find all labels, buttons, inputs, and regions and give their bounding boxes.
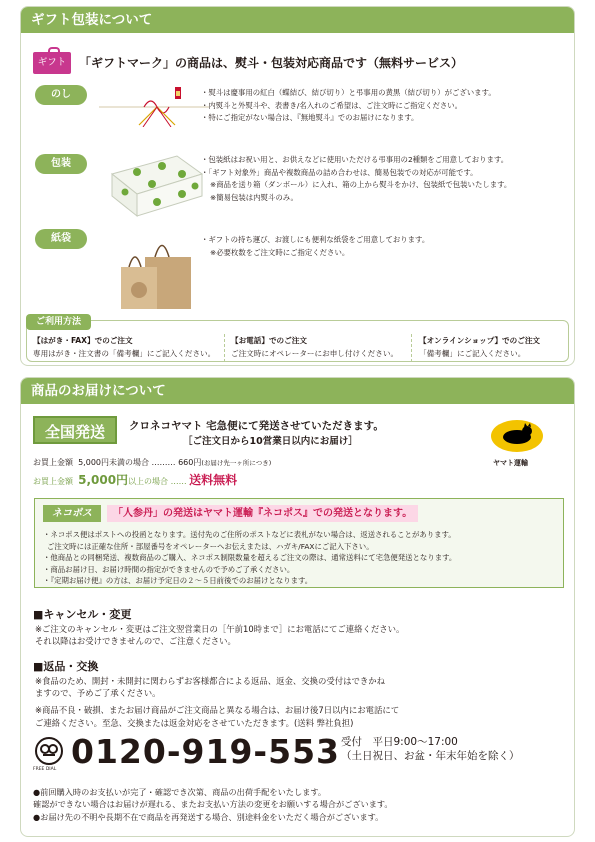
price-suffix: 以上の場合	[128, 477, 169, 486]
cancel-line: ※ご注文のキャンセル・変更はご注文翌営業日の［午前10時まで］にお電話にてご連絡ください。	[35, 624, 405, 634]
payment-note: ●前回購入時のお支払いが完了・確認でき次第、商品の出荷手配をいたします。	[33, 787, 327, 797]
return-line: ※食品のため、開封・未開封に関わらずお客様都合による返品、返金、交換の受付はできかね	[35, 676, 386, 686]
wrap-description	[201, 154, 511, 204]
payment-note: 確認ができない場合はお届けが遅れる、またお支払い方法の変更をお願いする場合がございます。	[33, 799, 393, 810]
gift-wrapping-section	[20, 6, 575, 366]
gift-section-header: ギフト包装について	[21, 7, 574, 33]
nekopos-note: ・『定期お届け便』の方は、お届け予定日の２～５日前後でのお届けとなります。	[43, 576, 313, 586]
price-label: お買上金額	[33, 477, 73, 486]
noshi-line: ・熨斗は慶事用の紅白（蝶結び、結び切り）と弔事用の黄黒（結び切り）がございます。	[201, 88, 496, 97]
paper-bag-image	[117, 232, 207, 312]
price-amount: 5,000円	[78, 473, 129, 487]
wrap-line: ※簡易包装は内熨斗のみ。	[210, 192, 298, 202]
wrap-line: ・包装紙はお祝い用と、お供えなどに使用いただける弔事用の2種類をご用意しております。	[201, 155, 509, 164]
black-cat-icon	[491, 420, 543, 452]
return-line: ますので、予めご了承ください。	[35, 688, 161, 699]
delivery-section-header: 商品のお届けについて	[21, 378, 574, 404]
usage-label: ご利用方法	[26, 314, 91, 330]
business-hours	[341, 735, 520, 763]
nekopos-note: ・ネコポス便はポストへの投函となります。送付先のご住所のポストなどに表札がない場合は、返送されることがあります。	[43, 530, 456, 539]
hours-line: 受付 平日9:00～17:00	[341, 736, 458, 748]
wrap-line: ・「ギフト対象外」商品や複数商品の詰め合わせは、簡易包装での対応が可能です。	[201, 167, 478, 177]
price-label: お買上金額	[33, 458, 73, 467]
payment-notes	[33, 786, 393, 823]
usage-online	[419, 334, 540, 360]
nekopos-note: ・商品お届け日、お届け時間の指定ができませんので予めご了承ください。	[43, 564, 295, 574]
cancel-heading: ■キャンセル・変更	[33, 608, 132, 621]
wrapped-box-image	[107, 144, 207, 219]
nekopos-note: ご注文時には正確な住所・部屋番号をオペレーターへお伝えまたは、ハガキ/FAXにご記入下さい。	[47, 541, 374, 551]
free-dial-label: FREE DIAL	[33, 767, 57, 772]
return-text	[35, 675, 399, 729]
price-fee: 660円	[178, 458, 202, 467]
usage-mail-fax	[33, 334, 215, 360]
price-dots: ………	[151, 458, 176, 467]
noshi-line: ・内熨斗と外熨斗や、表書き/名入れのご希望は、ご注文時にご指定ください。	[201, 100, 463, 110]
phone-icon	[37, 739, 61, 763]
usage-title: 【はがき・FAX】でのご注文	[33, 336, 133, 345]
noshi-line: ・特にご指定がない場合は、『無地熨斗』でのお届けになります。	[201, 113, 419, 122]
usage-title: 【オンラインショップ】でのご注文	[419, 336, 541, 345]
usage-divider	[411, 334, 412, 362]
phone-number[interactable]: 0120-919-553	[71, 732, 341, 771]
return-heading: ■返品・交換	[33, 660, 99, 673]
free-dial-icon	[35, 737, 63, 765]
bag-line: ・ギフトの持ち運び、お渡しにも便利な紙袋をご用意しております。	[201, 235, 430, 244]
gift-title: 「ギフトマーク」の商品は、熨斗・包装対応商品です（無料サービス）	[79, 56, 464, 70]
yamato-cat-logo	[491, 420, 543, 452]
noshi-label: のし	[35, 85, 87, 105]
cancel-line: それ以降はお受けできませんので、ご注意ください。	[35, 636, 236, 647]
usage-text: 「備考欄」にご記入ください。	[419, 349, 526, 358]
usage-phone	[231, 334, 398, 360]
yamato-label: ヤマト運輸	[493, 459, 528, 467]
bag-label: 紙袋	[35, 229, 87, 249]
payment-note: ●お届け先の不明や長期不在で商品を再発送する場合、別途料金をいただく場合がございます。	[33, 811, 384, 822]
bag-line: ※必要枚数をご注文時にご指定ください。	[210, 247, 350, 257]
noshi-description	[201, 87, 496, 125]
delivery-title: クロネコヤマト 宅急便にて発送させていただきます。	[129, 420, 384, 432]
nekopos-box	[34, 498, 564, 588]
wrap-label: 包装	[35, 154, 87, 174]
noshi-ribbon-icon	[99, 77, 209, 127]
return-line: ※商品不良・破損、またお届け商品がご注文商品と異なる場合は、お届け後7日以内にお電話にて	[35, 705, 400, 716]
cancel-text	[35, 623, 404, 647]
price-dots: ……	[170, 477, 187, 486]
nekopos-heading: 「人参丹」の発送はヤマト運輸『ネコポス』での発送となります。	[107, 505, 418, 522]
hours-line: （土日祝日、お盆・年末年始を除く）	[341, 750, 520, 762]
nekopos-tag: ネコポス	[43, 505, 101, 522]
free-shipping: 送料無料	[189, 473, 238, 487]
nekopos-note: ・他商品との同梱発送、複数商品のご購入、ネコポス制限数量を超えるご注文の際は、通常送料にて宅急便発送となります。	[43, 553, 457, 563]
delivery-subtitle: ［ご注文日から10営業日以内にお届け］	[183, 436, 358, 447]
usage-text: 専用はがき・注文書の「備考欄」にご記入ください。	[33, 349, 216, 358]
usage-title: 【お電話】でのご注文	[231, 336, 307, 345]
price-row-under	[33, 457, 271, 468]
wrap-line: ※商品を送り箱（ダンボール）に入れ、箱の上から熨斗をかけ、包装紙で包装いたします。	[210, 180, 512, 189]
price-note: (お届け先一ヶ所につき)	[201, 459, 272, 467]
price-amount: 5,000円未満の場合	[78, 458, 149, 467]
return-line: ご連絡ください。至急、交換または返金対応をさせていただきます。(送料 弊社負担)	[35, 717, 354, 728]
nekopos-notes	[43, 529, 456, 587]
nationwide-badge: 全国発送	[33, 416, 117, 444]
delivery-section	[20, 377, 575, 837]
usage-text: ご注文時にオペレーターにお申し付けください。	[231, 349, 399, 358]
bag-description	[201, 234, 429, 259]
gift-tag-icon: ギフト	[33, 52, 71, 74]
price-row-over	[33, 471, 237, 488]
usage-divider	[224, 334, 225, 362]
